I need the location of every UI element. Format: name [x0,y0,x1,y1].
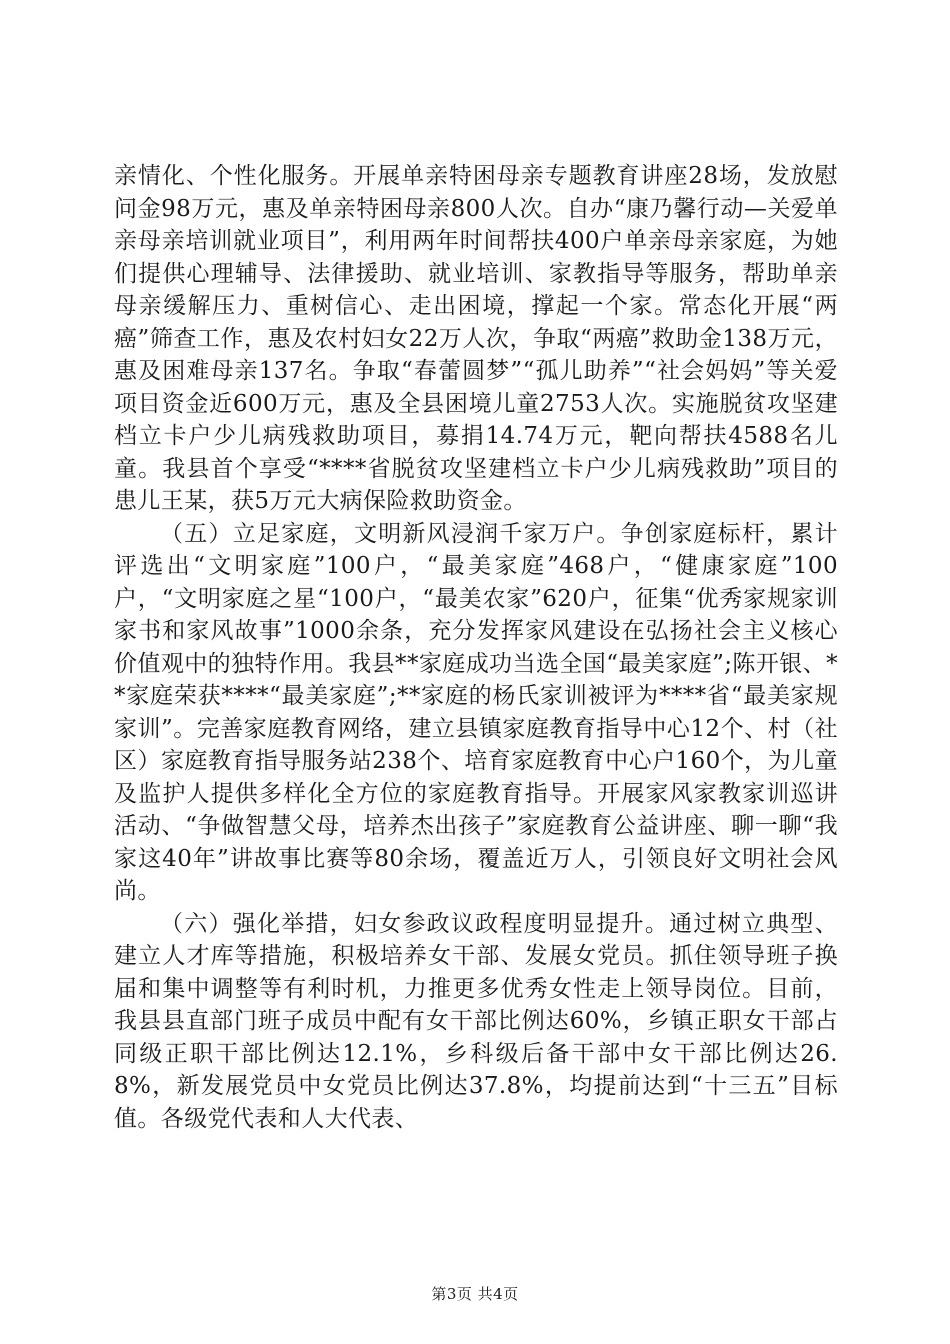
paragraph-continuation: 亲情化、个性化服务。开展单亲特困母亲专题教育讲座28场，发放慰问金98万元，惠及单亲特困母亲800人次。自办“康乃馨行动—关爱单亲母亲培训就业项目”，利用两年时间帮扶400户单亲母亲家庭，为她们提供心理辅导、法律援助、就业培训、家教指导等服务，帮助单亲母亲缓解压力、重树信心、走出困境，撑起一个家。常态化开展“两癌”筛查工作，惠及农村妇女22万人次，争取“两癌”救助金138万元，惠及困难母亲137名。争取“春蕾圆梦”“孤儿助养”“社会妈妈”等关爱项目资金近600万元，惠及全县困境儿童2753人次。实施脱贫攻坚建档立卡户少儿病残救助项目，募捐14.74万元，靶向帮扶4588名儿童。我县首个享受“****省脱贫攻坚建档立卡户少儿病残救助”项目的患儿王某，获5万元大病保险救助资金。 [114,163,838,514]
page-number-footer: 第3页 共4页 [431,1285,519,1303]
paragraph-section-six: （六）强化举措，妇女参政议政程度明显提升。通过树立典型、建立人才库等措施，积极培养女干部、发展女党员。抓住领导班子换届和集中调整等有利时机，力推更多优秀女性走上领导岗位。目前，我县县直部门班子成员中配有女干部比例达60%，乡镇正职女干部占同级正职干部比例达12.1%，乡科级后备干部中女干部比例达26.8%，新发展党员中女党员比例达37.8%，均提前达到“十三五”目标值。各级党代表和人大代表、 [114,910,838,1132]
document-body [114,160,838,1135]
paragraph-section-five: （五）立足家庭，文明新风浸润千家万户。争创家庭标杆，累计评选出“文明家庭”100户，“最美家庭”468户，“健康家庭”100户，“文明家庭之星“100户，“最美农家”620户，征集“优秀家规家训家书和家风故事”1000余条，充分发挥家风建设在弘扬社会主义核心价值观中的独特作用。我县**家庭成功当选全国“最美家庭”;陈开银、**家庭荣获****“最美家庭”;**家庭的杨氏家训被评为****省“最美家规家训”。完善家庭教育网络，建立县镇家庭教育指导中心12个、村（社区）家庭教育指导服务站238个、培育家庭教育中心户160个，为儿童及监护人提供多样化全方位的家庭教育指导。开展家风家教家训巡讲活动、“争做智慧父母，培养杰出孩子”家庭教育公益讲座、聊一聊“我家这40年”讲故事比赛等80余场，覆盖近万人，引领良好文明社会风尚。 [114,520,838,904]
